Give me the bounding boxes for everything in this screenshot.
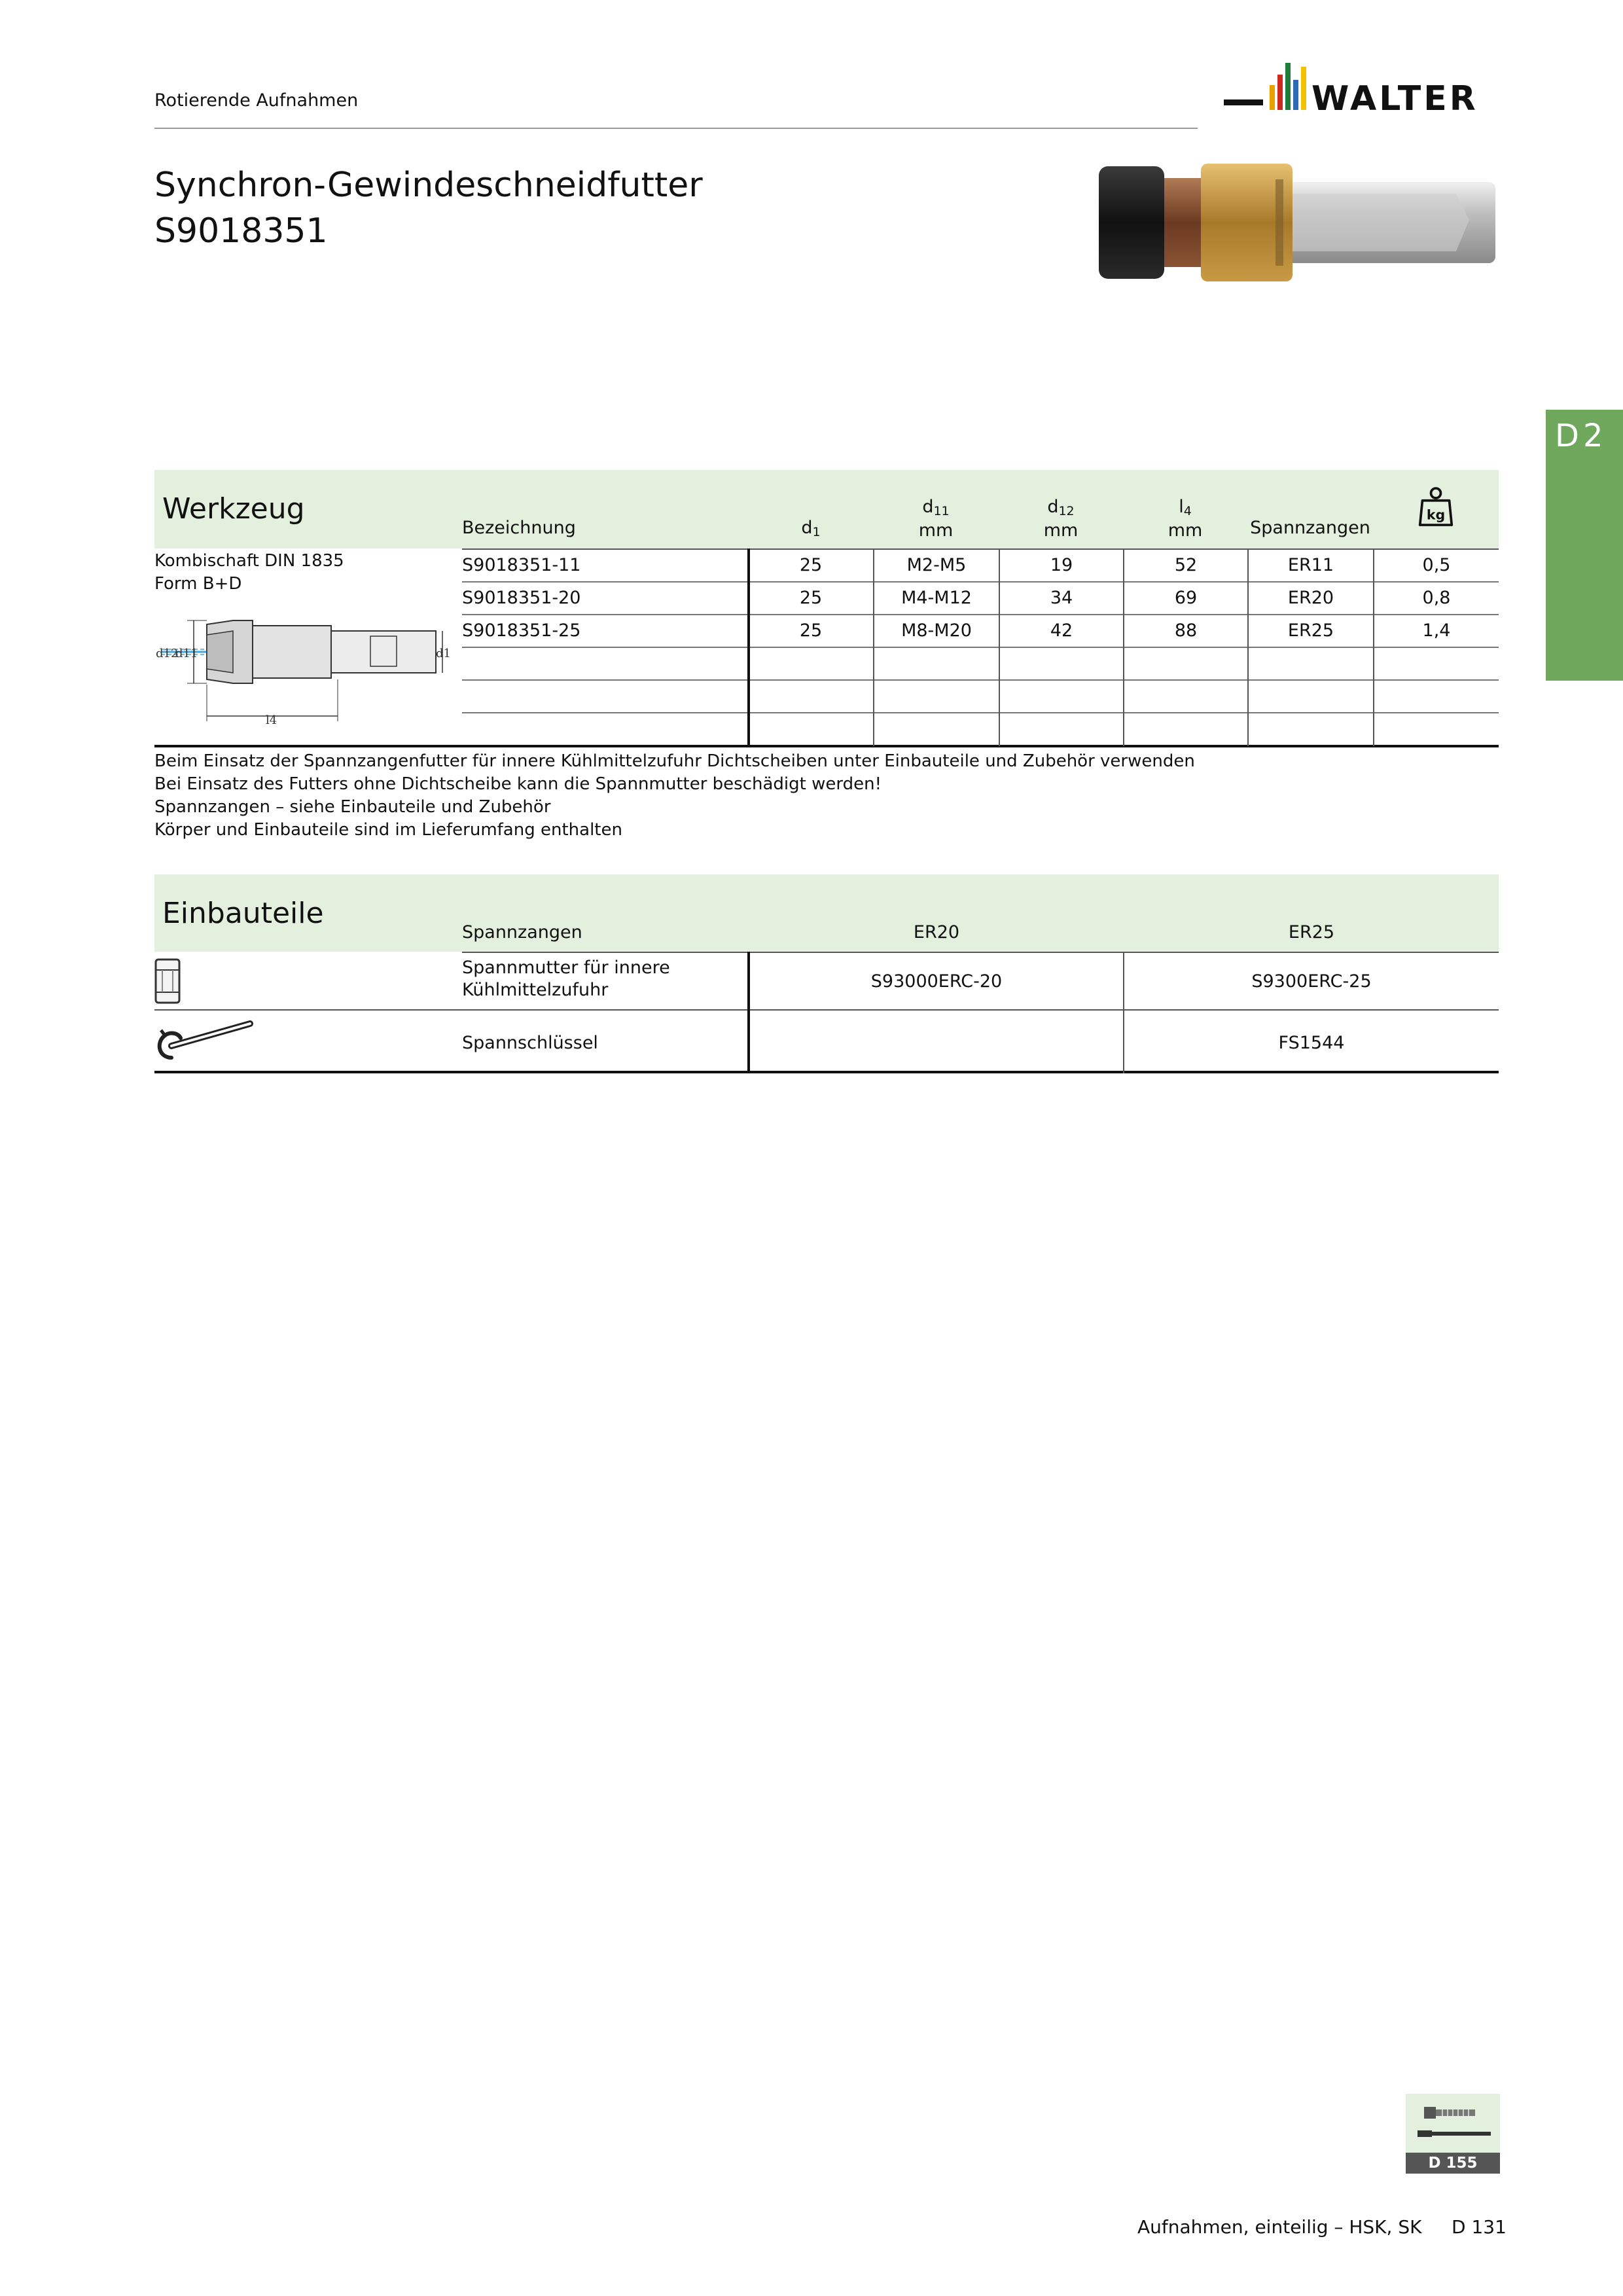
table-row-2-d12: 34 xyxy=(1050,588,1073,608)
table-row-1-d11: M2-M5 xyxy=(906,555,967,575)
werkzeug-header-rule xyxy=(462,548,1499,550)
einbauteile-header-rule xyxy=(462,952,1499,953)
title-line-2: S9018351 xyxy=(154,211,328,251)
einbauteile-header-label: Spannzangen xyxy=(462,922,582,942)
einbauteile-row-1-er20: S93000ERC-20 xyxy=(870,971,1003,992)
col-header-spannzangen: Spannzangen xyxy=(1250,518,1370,538)
table-row-3-d11: M8-M20 xyxy=(901,620,972,641)
einbauteile-col-er25: ER25 xyxy=(1288,922,1335,942)
header-rule xyxy=(154,128,1198,129)
einbauteile-col-divider xyxy=(1123,952,1124,1073)
table-row-2-l4: 69 xyxy=(1174,588,1198,608)
screw-icon xyxy=(1406,2094,1500,2153)
table-row-1-spannzangen: ER11 xyxy=(1287,555,1334,575)
col-header-d11: $d_{11}$ mm xyxy=(918,497,954,541)
walter-logo xyxy=(1224,60,1499,126)
wrench-icon xyxy=(152,1018,257,1064)
table-row-3-d1: 25 xyxy=(799,620,823,641)
table-row-1-d12: 19 xyxy=(1050,555,1073,575)
tool-drawing xyxy=(154,611,455,729)
table-row-3-bezeichnung: S9018351-25 xyxy=(462,620,581,641)
product-photo xyxy=(1090,154,1508,291)
einbauteile-row-2-label: Spannschlüssel xyxy=(462,1033,598,1053)
page-title xyxy=(154,162,703,254)
col-header-l4: $l_4$ mm xyxy=(1168,497,1203,541)
footer-chapter: Aufnahmen, einteilig – HSK, SK xyxy=(1137,2216,1422,2238)
svg-text:d11: d11 xyxy=(175,647,198,660)
note-3: Spannzangen – siehe Einbauteile und Zubehör xyxy=(154,797,551,817)
werkzeug-bottom-rule xyxy=(154,745,1499,747)
note-1: Beim Einsatz der Spannzangenfutter für innere Kühlmittelzufuhr Dichtscheiben unter Einbauteile und Zubehör verwenden xyxy=(154,751,1195,771)
einbauteile-title: Einbauteile xyxy=(162,897,324,930)
werkzeug-row-rule xyxy=(462,712,1499,713)
table-row-3-l4: 88 xyxy=(1174,620,1198,641)
table-row-2-d11: M4-M12 xyxy=(901,588,972,608)
einbauteile-row-2-er25: FS1544 xyxy=(1278,1033,1345,1053)
shaft-description: Kombischaft DIN 1835 Form B+D xyxy=(154,551,344,594)
col-header-d12: $d_{12}$ mm xyxy=(1043,497,1079,541)
table-row-2-kg: 0,8 xyxy=(1422,588,1451,608)
werkzeug-col-divider xyxy=(999,548,1000,746)
werkzeug-title: Werkzeug xyxy=(162,492,305,526)
notes xyxy=(154,750,1195,842)
chapter-tab[interactable] xyxy=(1546,410,1623,681)
title-line-1: Synchron-Gewindeschneidfutter xyxy=(154,166,703,205)
table-row-2-bezeichnung: S9018351-20 xyxy=(462,588,581,608)
einbauteile-col-er20: ER20 xyxy=(913,922,960,942)
werkzeug-col-divider xyxy=(747,548,750,746)
werkzeug-row-rule xyxy=(462,647,1499,648)
table-row-3-d12: 42 xyxy=(1050,620,1073,641)
reference-page-link[interactable]: D 155 xyxy=(1406,2153,1500,2174)
einbauteile-row-1-er25: S9300ERC-25 xyxy=(1251,971,1372,992)
note-2: Bei Einsatz des Futters ohne Dichtscheibe kann die Spannmutter beschädigt werden! xyxy=(154,774,882,794)
werkzeug-col-divider xyxy=(873,548,874,746)
werkzeug-col-divider xyxy=(1247,548,1249,746)
logo-text: WALTER xyxy=(1311,79,1478,118)
svg-text:d12: d12 xyxy=(156,647,179,660)
chapter-tab-label: D2 xyxy=(1555,418,1607,454)
col-header-bezeichnung: Bezeichnung xyxy=(462,518,576,538)
note-4: Körper und Einbauteile sind im Lieferumfang enthalten xyxy=(154,820,622,840)
table-row-1-d1: 25 xyxy=(799,555,823,575)
weight-icon xyxy=(1418,486,1454,529)
table-row-1-l4: 52 xyxy=(1174,555,1198,575)
einbauteile-row-rule xyxy=(154,1009,1499,1011)
table-row-1-bezeichnung: S9018351-11 xyxy=(462,555,581,575)
clamping-nut-icon xyxy=(153,957,182,1005)
table-row-3-kg: 1,4 xyxy=(1422,620,1451,641)
werkzeug-row-rule xyxy=(462,614,1499,615)
table-row-2-spannzangen: ER20 xyxy=(1287,588,1334,608)
einbauteile-bottom-rule xyxy=(154,1071,1499,1073)
footer-page-number: D 131 xyxy=(1452,2216,1507,2238)
svg-text:l4: l4 xyxy=(266,713,277,727)
table-row-3-spannzangen: ER25 xyxy=(1287,620,1334,641)
table-row-2-d1: 25 xyxy=(799,588,823,608)
reference-thumbnail[interactable] xyxy=(1406,2094,1500,2153)
table-row-1-kg: 0,5 xyxy=(1422,555,1451,575)
werkzeug-row-rule xyxy=(462,581,1499,583)
einbauteile-row-1-label: Spannmutter für innere Kühlmittelzufuhr xyxy=(462,958,670,1000)
svg-text:d1: d1 xyxy=(436,647,451,660)
svg-text:kg: kg xyxy=(1426,507,1446,523)
col-header-d1: $d_1$ xyxy=(801,518,821,539)
einbauteile-col-divider xyxy=(747,952,750,1073)
werkzeug-col-divider xyxy=(1123,548,1124,746)
werkzeug-row-rule xyxy=(462,679,1499,681)
section-label: Rotierende Aufnahmen xyxy=(154,90,359,111)
werkzeug-col-divider xyxy=(1373,548,1374,746)
